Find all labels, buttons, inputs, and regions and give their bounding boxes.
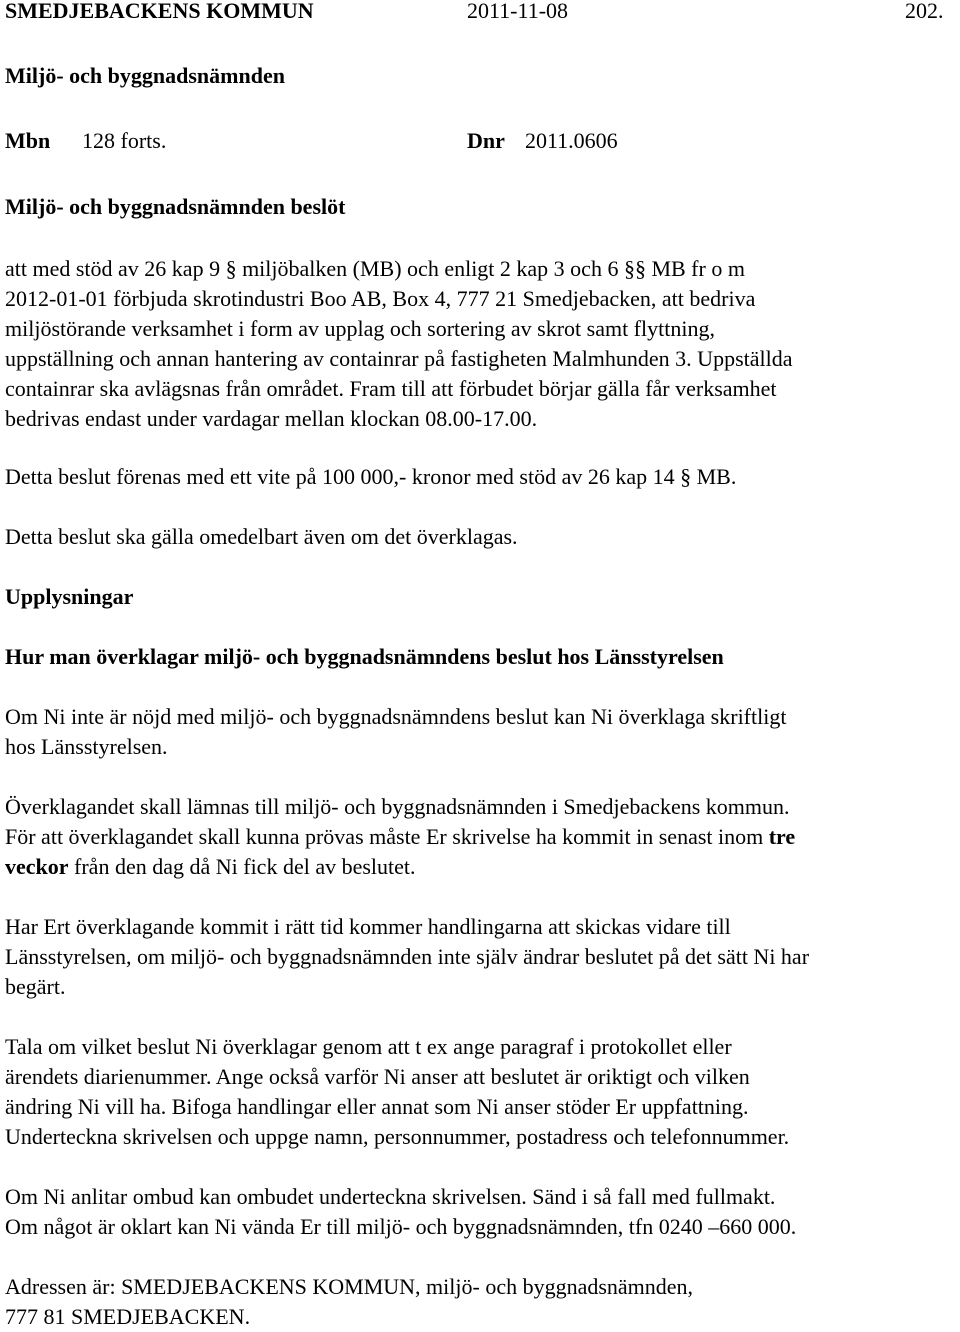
text-line: Tala om vilket beslut Ni överklagar genom att t ex ange paragraf i protokollet eller [5,1034,732,1059]
text-line: Underteckna skrivelsen och uppge namn, personnummer, postadress och telefonnummer. [5,1124,790,1149]
text-line: ärendets diarienummer. Ange också varför Ni anser att beslutet är oriktigt och vilken [5,1064,750,1089]
paragraph-4 [5,1032,955,1152]
text-line: Överklagandet skall lämnas till miljö- och byggnadsnämnden i Smedjebackens kommun. [5,794,790,819]
page-number: 202. [905,0,944,23]
text-line: Länsstyrelsen, om miljö- och byggnadsnämnden inte själv ändrar beslutet på det sätt Ni har [5,944,810,969]
text-line: Om något är oklart kan Ni vända Er till miljö- och byggnadsnämnden, tfn 0240 –660 000. [5,1214,797,1239]
text-line: containrar ska avlägsnas från området. Fram till att förbudet börjar gälla får verksamhet [5,376,777,401]
text-line: hos Länsstyrelsen. [5,734,168,759]
text-line: ändring Ni vill ha. Bifoga handlingar eller annat som Ni anser stöder Er uppfattning. [5,1094,749,1119]
dnr-label: Dnr [467,128,505,153]
decision-text [5,254,955,434]
text-line [5,852,955,882]
text-line: miljöstörande verksamhet i form av upplag och sortering av skrot samt flyttning, [5,316,715,341]
paragraph-1 [5,702,955,762]
address [5,1272,955,1332]
immediate-statement: Detta beslut ska gälla omedelbart även om det överklagas. [5,524,518,549]
header-date: 2011-11-08 [467,0,569,23]
info-heading: Upplysningar [5,584,134,609]
text-span: För att överklagandet skall kunna prövas måste Er skrivelse ha kommit in senast inom [5,824,769,849]
appeal-heading: Hur man överklagar miljö- och byggnadsnämndens beslut hos Länsstyrelsen [5,644,724,669]
bold-span: veckor [5,854,69,879]
committee-name: Miljö- och byggnadsnämnden [5,63,285,88]
text-line: bedrivas endast under vardagar mellan klockan 08.00-17.00. [5,406,538,431]
text-line: Om Ni inte är nöjd med miljö- och byggnadsnämndens beslut kan Ni överklaga skriftligt [5,704,787,729]
fine-statement: Detta beslut förenas med ett vite på 100 000,- kronor med stöd av 26 kap 14 § MB. [5,464,737,489]
paragraph-2 [5,792,955,882]
decision-heading: Miljö- och byggnadsnämnden beslöt [5,194,346,219]
text-line: uppställning och annan hantering av containrar på fastigheten Malmhunden 3. Uppställda [5,346,793,371]
mbn-value: 128 forts. [82,128,167,153]
text-line: Om Ni anlitar ombud kan ombudet underteckna skrivelsen. Sänd i så fall med fullmakt. [5,1184,776,1209]
text-line [5,822,955,852]
mbn-label: Mbn [5,128,51,153]
text-span: från den dag då Ni fick del av beslutet. [68,854,416,879]
text-line: 2012-01-01 förbjuda skrotindustri Boo AB, Box 4, 777 21 Smedjebacken, att bedriva [5,286,756,311]
text-line: att med stöd av 26 kap 9 § miljöbalken (MB) och enligt 2 kap 3 och 6 §§ MB fr o m [5,256,745,281]
text-line: Har Ert överklagande kommit i rätt tid kommer handlingarna att skickas vidare till [5,914,731,939]
text-line: Adressen är: SMEDJEBACKENS KOMMUN, miljö- och byggnadsnämnden, [5,1274,694,1299]
dnr-value: 2011.0606 [525,128,618,153]
org-name: SMEDJEBACKENS KOMMUN [5,0,314,23]
paragraph-5 [5,1182,955,1242]
bold-span: tre [768,824,796,849]
paragraph-3 [5,912,955,1002]
text-line: 777 81 SMEDJEBACKEN. [5,1304,251,1329]
text-line: begärt. [5,974,66,999]
